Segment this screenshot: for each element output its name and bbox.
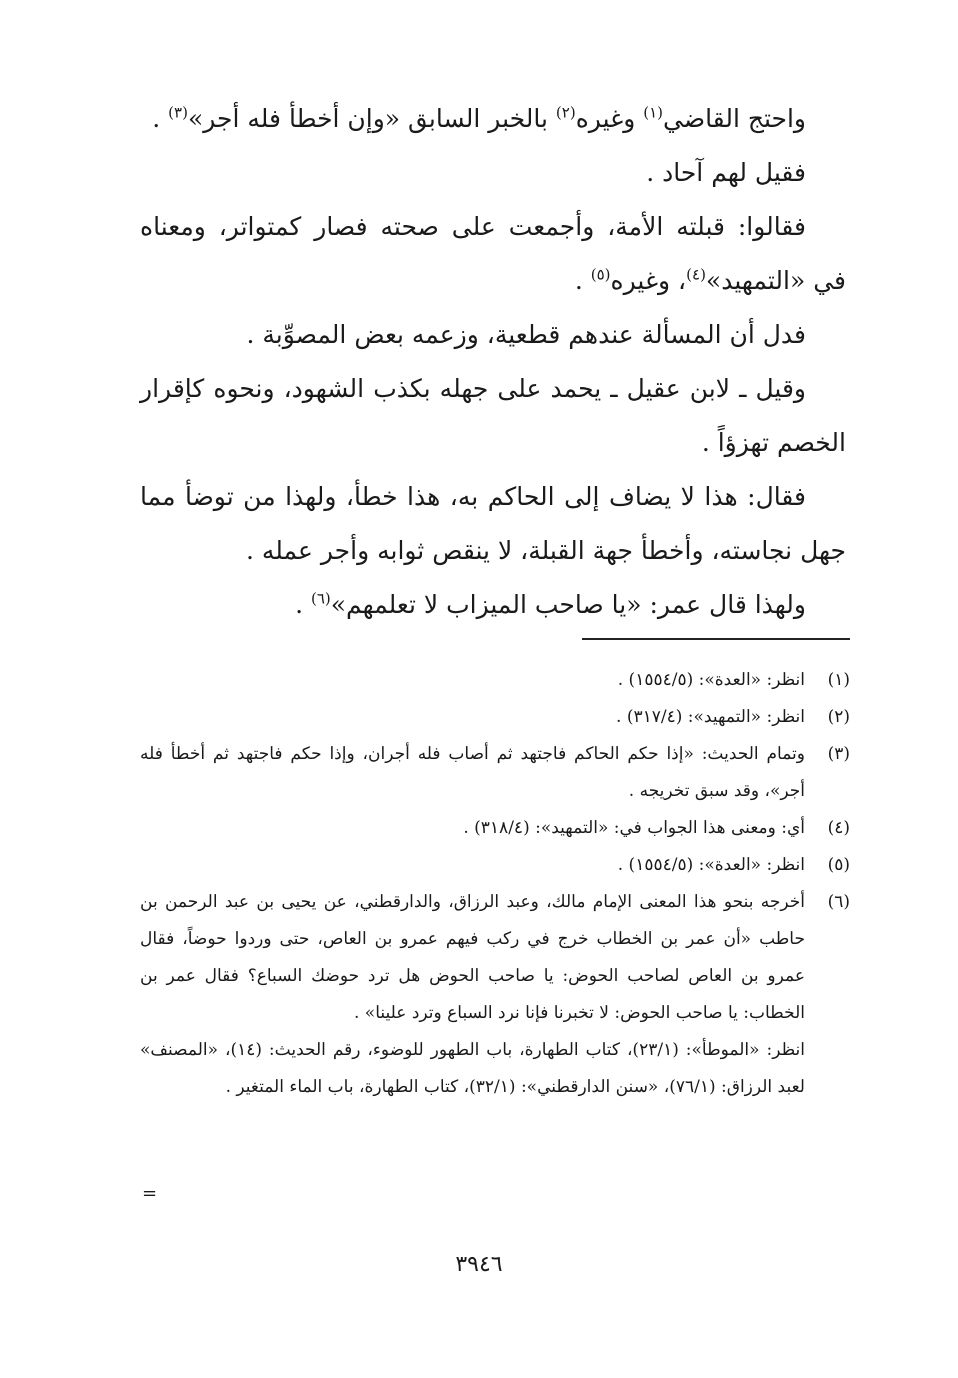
paragraph-2: فقيل لهم آحاد . bbox=[646, 158, 806, 187]
footnote-ref-1: (١) bbox=[643, 103, 663, 122]
continuation-mark: = bbox=[142, 1183, 158, 1204]
text: واحتج القاضي bbox=[663, 104, 806, 133]
paragraph-3 bbox=[140, 200, 846, 308]
footnote-ref-5: (٥) bbox=[590, 265, 611, 284]
text: . bbox=[574, 266, 591, 295]
text: . bbox=[295, 590, 311, 619]
footnote-number: (٣) bbox=[827, 744, 850, 764]
footnote-number: (٤) bbox=[827, 818, 850, 838]
footnote-number: (٢) bbox=[827, 707, 850, 727]
footnote-text: انظر: «التمهيد»: (٣١٧/٤) . bbox=[616, 707, 805, 727]
text: . bbox=[152, 104, 169, 133]
footnote-text: انظر: «العدة»: (١٥٥٤/٥) . bbox=[617, 855, 805, 875]
footnote-number: (٦) bbox=[827, 892, 850, 912]
text: فقالوا: قبلته الأمة، وأجمعت على صحته فصار كمتواتر، ومعناه في «التمهيد» bbox=[140, 212, 846, 295]
main-text bbox=[140, 92, 846, 632]
footnote-ref-6: (٦) bbox=[310, 589, 331, 608]
footnote-4 bbox=[140, 810, 850, 847]
page-number: ٣٩٤٦ bbox=[455, 1252, 503, 1277]
footnote-text: أي: ومعنى هذا الجواب في: «التمهيد»: (٣١٨/٤) . bbox=[463, 818, 805, 838]
footnote-references: انظر: «الموطأ»: (٢٣/١)، كتاب الطهارة، باب الطهور للوضوء، رقم الحديث: (١٤)، «المصنف» لعبد الرزاق: (٧٦/١)، «سنن الدارقطني»: (٣٢/١)، كتاب الطهارة، باب الماء المتغير . bbox=[140, 1040, 805, 1097]
footnote-ref-4: (٤) bbox=[686, 265, 706, 284]
paragraph-4: فدل أن المسألة عندهم قطعية، وزعمه بعض المصوِّبة . bbox=[246, 320, 806, 349]
text: ، وغيره bbox=[610, 266, 687, 295]
text: ولهذا قال عمر: «يا صاحب الميزاب لا تعلمهم» bbox=[330, 590, 806, 619]
footnote-1 bbox=[140, 662, 850, 699]
footnote-ref-2: (٢) bbox=[555, 103, 576, 122]
footnote-ref-3: (٣) bbox=[168, 103, 188, 122]
footnote-text: وتمام الحديث: «إذا حكم الحاكم فاجتهد ثم أصاب فله أجران، وإذا حكم فاجتهد ثم أخطأ فله أجر»، وقد سبق تخريجه . bbox=[140, 744, 805, 801]
paragraph-5: وقيل ـ لابن عقيل ـ يحمد على جهله بكذب الشهود، ونحوه كإقرار الخصم تهزؤاً . bbox=[140, 374, 846, 457]
footnote-2 bbox=[140, 699, 850, 736]
footnote-5 bbox=[140, 847, 850, 884]
text: بالخبر السابق «وإن أخطأ فله أجر» bbox=[187, 104, 556, 133]
paragraph-1 bbox=[140, 92, 846, 146]
footnote-3 bbox=[140, 736, 850, 810]
footnote-6 bbox=[140, 884, 850, 1032]
footnote-text: أخرجه بنحو هذا المعنى الإمام مالك، وعبد الرزاق، والدارقطني، عن يحيى بن عبد الرحمن بن حاطب «أن عمر بن الخطاب خرج في ركب فيهم عمرو بن العاص، حتى وردوا حوضاً، فقال عمرو بن العاص لصاحب الحوض: يا صاحب الحوض هل ترد حوضك السباع؟ فقال عمر بن الخطاب: يا صاحب الحوض: لا تخبرنا فإنا نرد السباع وترد علينا» . bbox=[140, 892, 805, 1023]
footnote-text: انظر: «العدة»: (١٥٥٤/٥) . bbox=[617, 670, 805, 690]
footnote-separator bbox=[582, 638, 850, 640]
footnote-number: (١) bbox=[827, 670, 850, 690]
footnote-number: (٥) bbox=[827, 855, 850, 875]
text: وغيره bbox=[575, 104, 644, 133]
footnotes bbox=[140, 662, 850, 1106]
paragraph-6: فقال: هذا لا يضاف إلى الحاكم به، هذا خطأ، ولهذا من توضأ مما جهل نجاسته، وأخطأ جهة القبلة، لا ينقص ثوابه وأجر عمله . bbox=[140, 482, 846, 565]
paragraph-7 bbox=[140, 578, 846, 632]
